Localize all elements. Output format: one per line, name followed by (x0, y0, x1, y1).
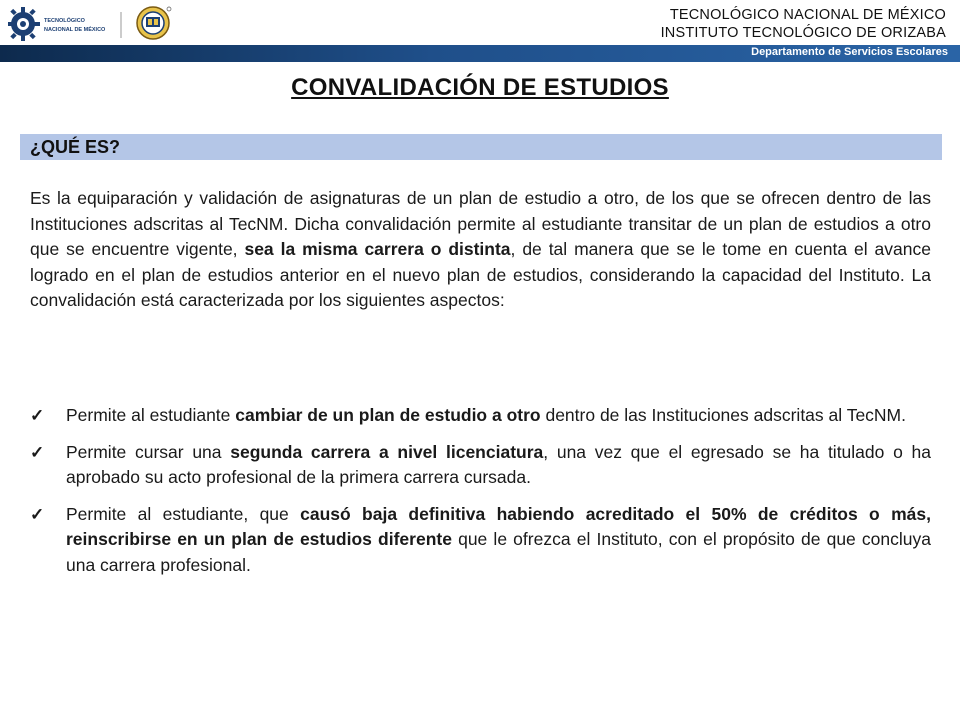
intro-paragraph (30, 186, 931, 314)
bullet-text: Permite cursar una (66, 441, 231, 462)
department-label: Departamento de Servicios Escolares (751, 46, 948, 58)
intro-text-start: Es la equiparación y validación de asignaturas de un plan de estudio a otro, de los que se ofrecen dentro de las Instituciones adscritas al TecNM. Dicha convalidación permite al estudiante transitar de un plan de estudios a otro que se encuentre vigente, (30, 188, 931, 259)
logo-text-line1: TECNOLÓGICO (44, 18, 85, 24)
bullet-bold-text: causó baja definitiva habiendo acreditado el 50% de créditos o más, reinscribirse en un plan de estudios diferente (66, 503, 931, 549)
list-item (30, 403, 931, 429)
bullet-text: Permite al estudiante (66, 405, 236, 425)
checkmark-icon: ✓ (30, 504, 45, 524)
checkmark-icon: ✓ (30, 442, 45, 462)
institution-line2: INSTITUTO TECNOLÓGICO DE ORIZABA (660, 25, 946, 41)
aspects-list (30, 403, 931, 589)
bullet-bold-text: cambiar de un plan de estudio a otro (235, 405, 541, 425)
institution-header (661, 6, 946, 42)
bullet-bold-text: segunda carrera a nivel licenciatura (230, 441, 544, 462)
bullet-text: dentro de las Instituciones adscritas al TecNM. (540, 405, 907, 425)
ito-emblem-icon (136, 5, 172, 41)
intro-text-end: , de tal manera que se le tome en cuenta el avance logrado en el plan de estudios anterior en el nuevo plan de estudios, considerando la capacidad del Instituto. La convalidación está caracterizada por los siguientes aspectos: (30, 239, 931, 310)
bullet-text: , una vez que el egresado se ha titulado o ha aprobado su acto profesional de la primera carrera cursada. (66, 441, 931, 487)
intro-text-bold: sea la misma carrera o distinta (244, 239, 511, 259)
section-heading-bar (20, 134, 942, 160)
checkmark-icon: ✓ (30, 406, 45, 425)
logo-area (8, 4, 183, 44)
logo-text-line2: NACIONAL DE MÉXICO (44, 27, 106, 33)
bullet-text: Permite al estudiante, que (66, 503, 301, 524)
list-item (30, 502, 931, 579)
page-title: CONVALIDACIÓN DE ESTUDIOS (291, 74, 669, 101)
institution-line1: TECNOLÓGICO NACIONAL DE MÉXICO (669, 7, 946, 23)
bullet-text: que le ofrezca el Instituto, con el propósito de que concluya una carrera profesional. (66, 529, 932, 575)
list-item (30, 440, 931, 491)
header-band (0, 45, 960, 62)
section-heading: ¿QUÉ ES? (30, 137, 121, 157)
